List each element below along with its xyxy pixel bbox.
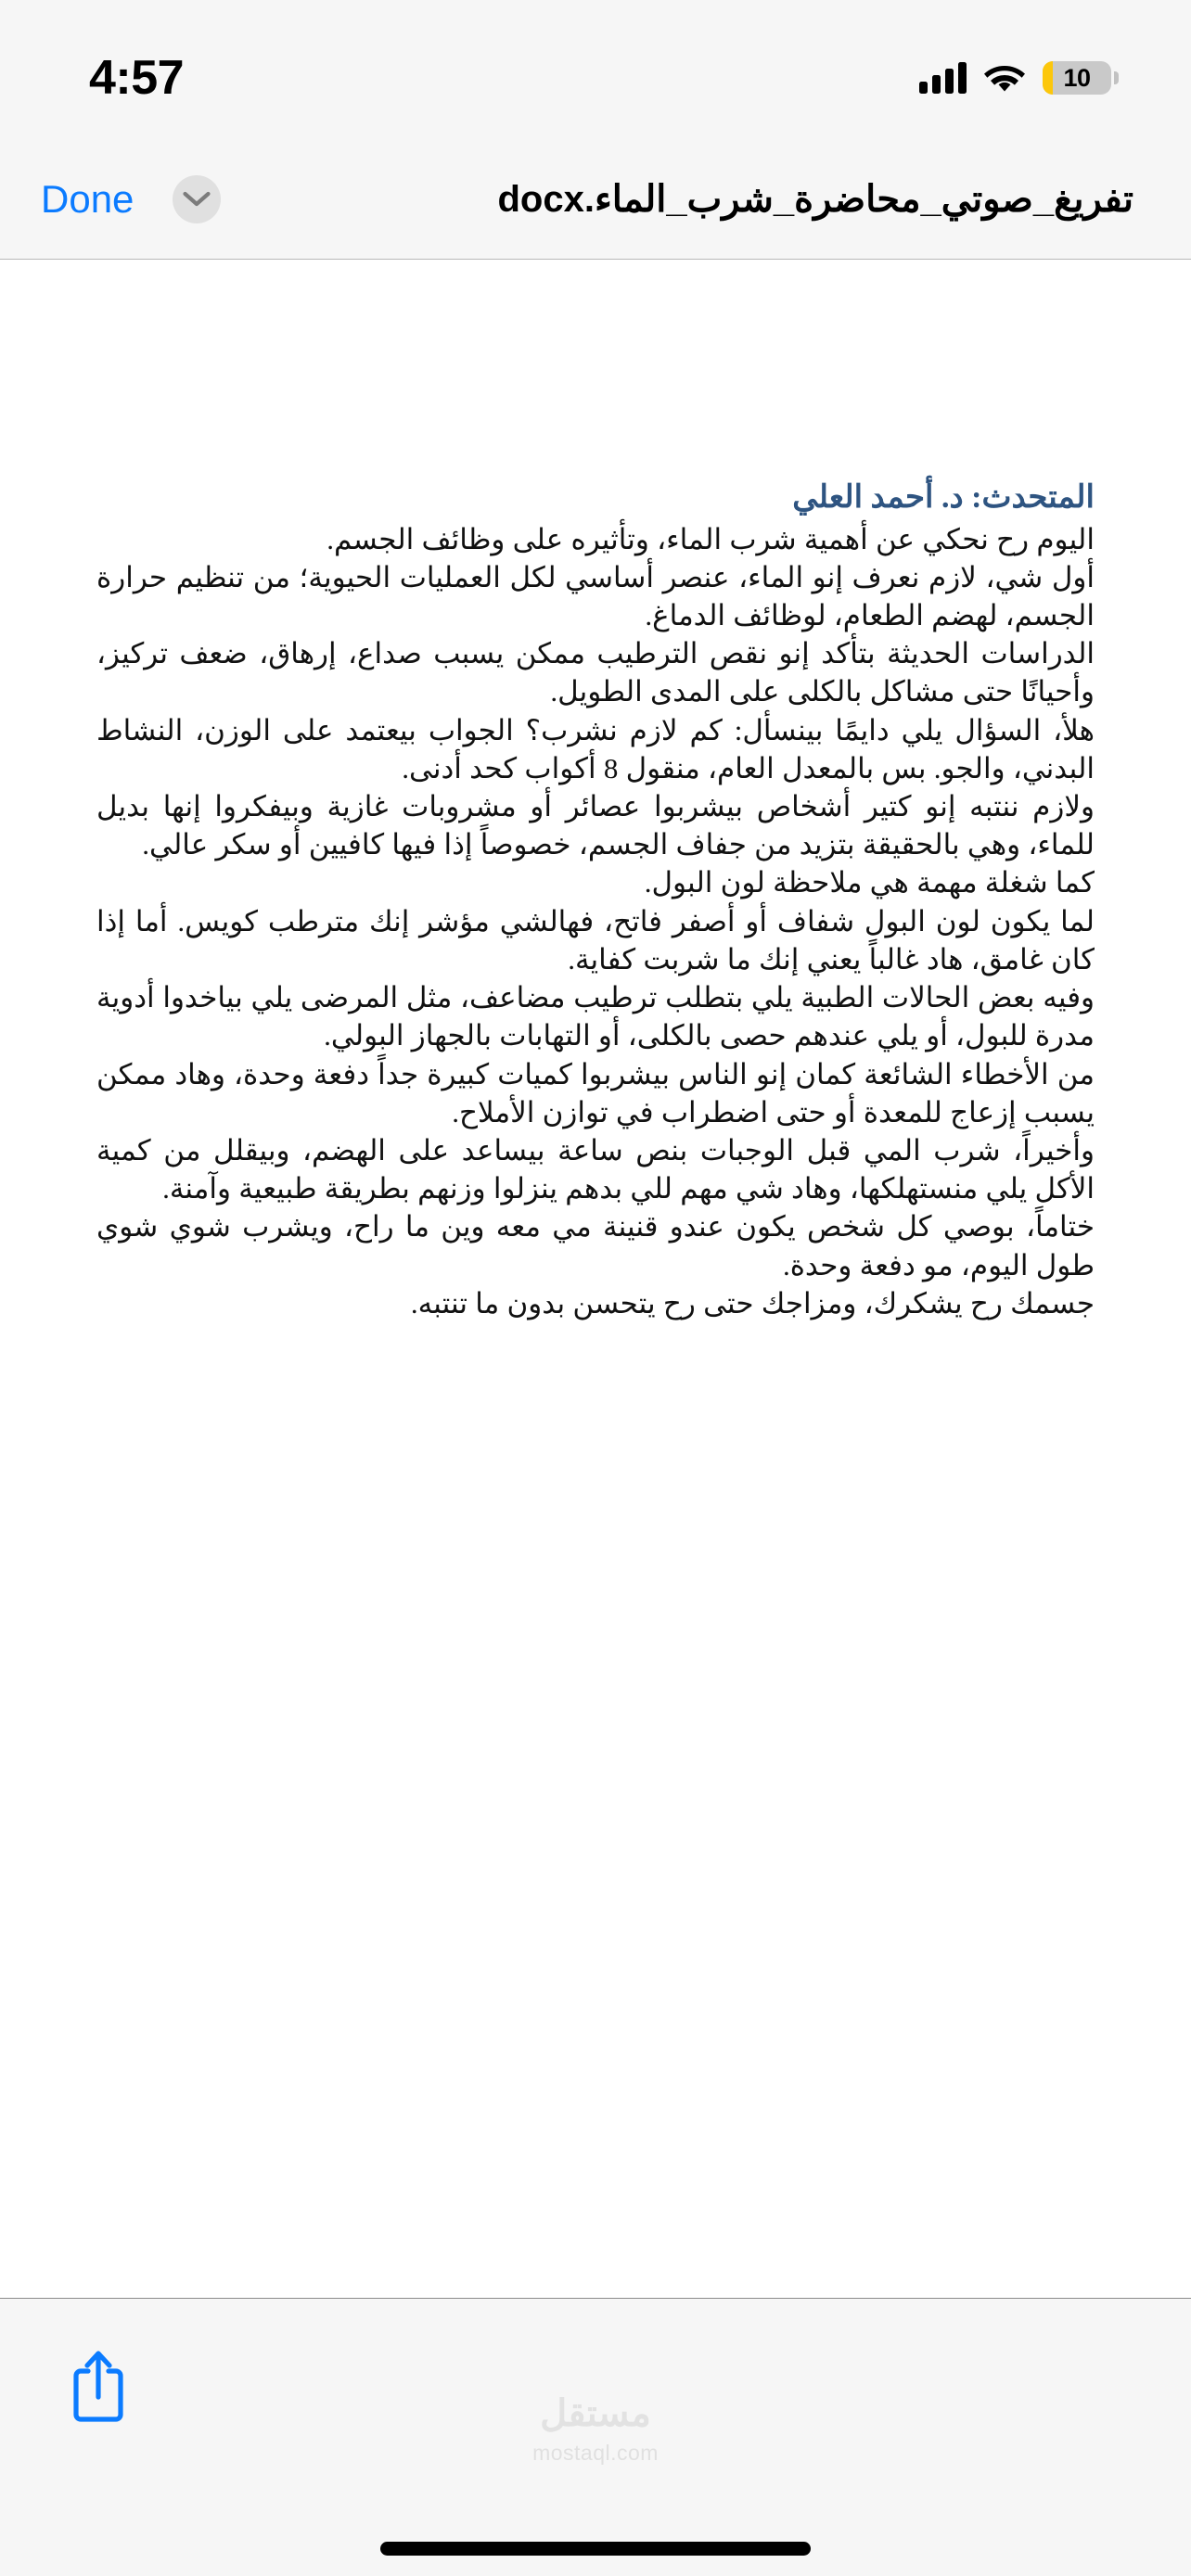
document-paragraph: هلأ، السؤال يلي دايمًا بينسأل: كم لازم نشرب؟ الجواب بيعتمد على الوزن، النشاط البدني، والجو. بس بالمعدل العام، منقول 8 أكواب كحد أدنى.	[96, 713, 1095, 784]
battery-icon	[1043, 61, 1111, 95]
document-paragraph: من الأخطاء الشائعة كمان إنو الناس بيشربوا كميات كبيرة جداً دفعة وحدة، وهاد ممكن يسبب إزعاج للمعدة أو حتى اضطراب في توازن الأملاح.	[96, 1057, 1095, 1129]
battery-cap	[1114, 71, 1119, 84]
watermark-arabic-label: مستقل	[540, 2392, 651, 2434]
document-paragraph: كما شغلة مهمة هي ملاحظة لون البول.	[644, 866, 1095, 899]
document-paragraph: وفيه بعض الحالات الطبية يلي بتطلب ترطيب مضاعف، مثل المرضى يلي بياخدوا أدوية مدرة للبول، أو يلي عندهم حصى بالكلى، أو التهابات بالجهاز البولي.	[96, 981, 1095, 1052]
done-button[interactable]: Done	[41, 176, 134, 221]
watermark	[0, 2391, 1191, 2466]
wifi-icon	[984, 63, 1025, 94]
speaker-heading: المتحدث: د. أحمد العلي	[792, 480, 1095, 515]
document-paragraph: جسمك رح يشكرك، ومزاجك حتى رح يتحسن بدون ما تنتبه.	[410, 1286, 1095, 1320]
battery-level-label: 10	[1063, 63, 1091, 92]
cellular-bars-icon	[919, 62, 967, 94]
navigation-bar	[0, 139, 1191, 260]
status-bar-time: 4:57	[89, 51, 185, 105]
document-scroll-area[interactable]	[0, 260, 1191, 2298]
document-body	[96, 520, 1095, 1323]
document-paragraph: لما يكون لون البول شفاف أو أصفر فاتح، فهالشي مؤشر إنك مترطب كويس. أما إذا كان غامق، هاد غالباً يعني إنك ما شربت كفاية.	[96, 904, 1095, 976]
status-bar-indicators	[919, 61, 1119, 95]
document-title: تفريغ_صوتي_محاضرة_شرب_الماء.docx	[497, 178, 1133, 220]
document-paragraph: وأخيراً، شرب المي قبل الوجبات بنص ساعة بيساعد على الهضم، وبيقلل من كمية الأكل يلي منستهلكها، وهاد شي مهم للي بدهم ينزلوا وزنهم بطريقة طبيعية وآمنة.	[96, 1134, 1095, 1205]
watermark-url-label: mostaql.com	[532, 2441, 659, 2465]
document-paragraph: اليوم رح نحكي عن أهمية شرب الماء، وتأثيره على وظائف الجسم.	[327, 522, 1095, 555]
status-bar	[0, 0, 1191, 139]
bottom-toolbar	[0, 2298, 1191, 2576]
home-indicator[interactable]	[380, 2542, 811, 2556]
battery-indicator	[1043, 61, 1119, 95]
battery-fill	[1043, 61, 1053, 95]
document-paragraph: ختاماً، بوصي كل شخص يكون عندو قنينة مي معه وين ما راح، ويشرب شوي شوي طول اليوم، مو دفعة وحدة.	[96, 1210, 1095, 1282]
document-paragraph: أول شي، لازم نعرف إنو الماء، عنصر أساسي لكل العمليات الحيوية؛ من تنظيم حرارة الجسم، لهضم الطعام، لوظائف الدماغ.	[96, 560, 1095, 631]
document-paragraph: ولازم ننتبه إنو كتير أشخاص بيشربوا عصائر أو مشروبات غازية وبيفكروا إنها بديل للماء، وهي بالحقيقة بتزيد من جفاف الجسم، خصوصاً إذا فيها كافيين أو سكر عالي.	[96, 790, 1095, 861]
document-page	[0, 260, 1191, 1322]
share-icon[interactable]	[65, 2347, 132, 2429]
document-paragraph: الدراسات الحديثة بتأكد إنو نقص الترطيب ممكن يسبب صداع، إرهاق، ضعف تركيز، وأحيانًا حتى مشاكل بالكلى على المدى الطويل.	[96, 637, 1095, 708]
chevron-down-icon[interactable]	[173, 175, 221, 223]
